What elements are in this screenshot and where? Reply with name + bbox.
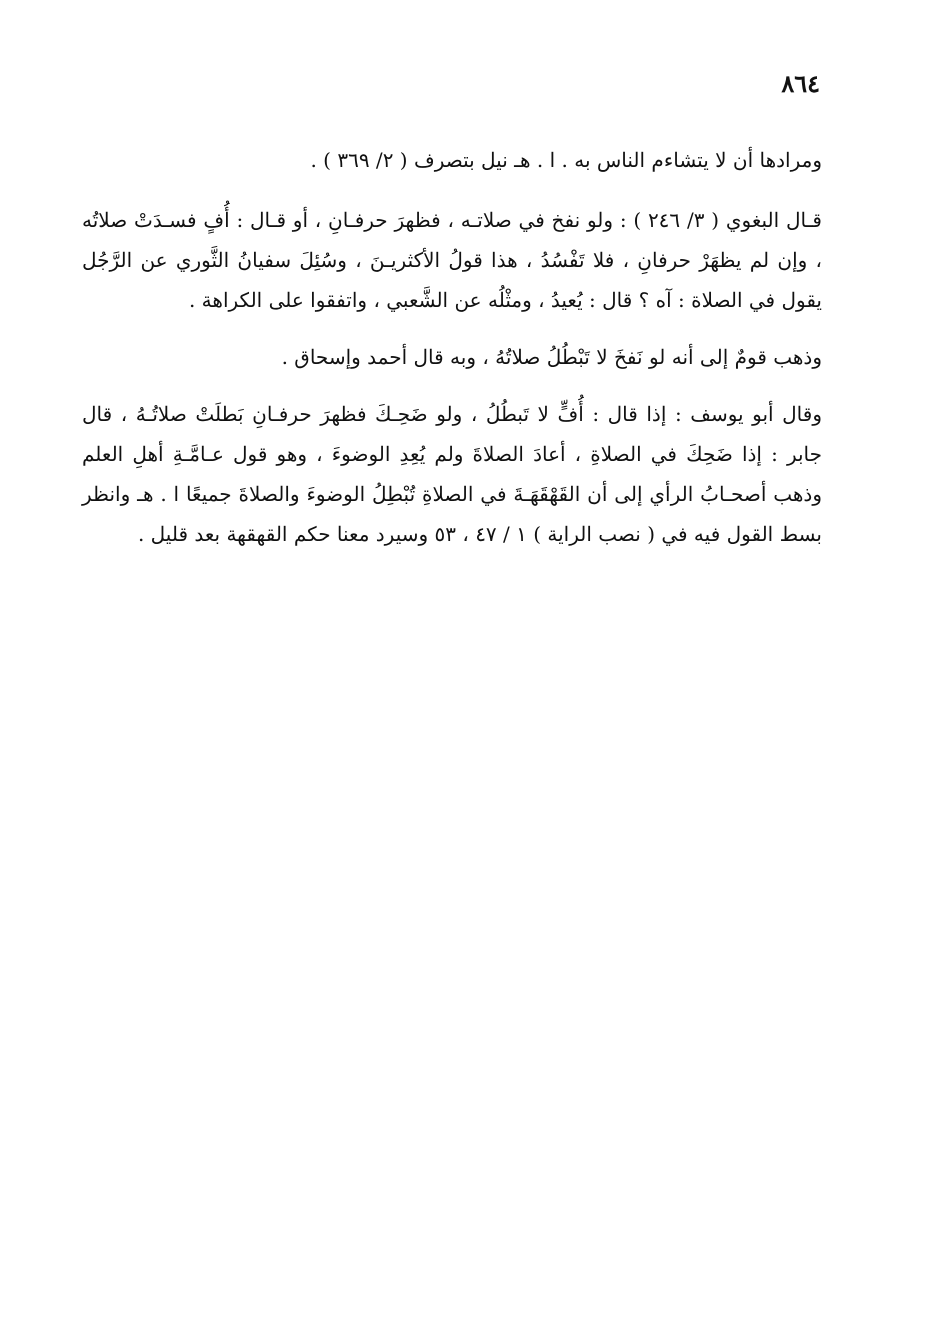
paragraph-1: ومرادها أن لا يتشاءم الناس به . ا . هـ نيل بتصرف ( ٢/ ٣٦٩ ) . (310, 148, 822, 172)
paragraph-4: وقال أبو يوسف : إذا قال : أُفٍّ لا تَبطُلُ ، ولو ضَحِـكَ فظهرَ حرفـانِ بَطلَتْ صلاتُـهُ ، قال جابر : إذا ضَحِكَ في الصلاةِ ، أعادَ الصلاةَ ولم يُعِدِ الوضوءَ ، وهو قول عـامَّـةِ أهلِ العلم وذهب أصحـابُ الرأي إلى أن القَهْقَهَـةَ في الصلاةِ تُبْطِلُ الوضوءَ والصلاةَ جميعًا ا . هـ وانظر بسط القول فيه في ( نصب الراية ) ١ / ٤٧ ، ٥٣ وسيرد معنا حكم القهقهة بعد قليل . (82, 402, 822, 546)
page-number: ٨٦٤ (781, 69, 820, 98)
body-text (82, 140, 822, 571)
paragraph-3: وذهب قومٌ إلى أنه لو نَفخَ لا تَبْطُلُ صلاتُهُ ، وبه قال أحمد وإسحاق . (281, 345, 822, 369)
paragraph-2: قـال البغوي ( ٣/ ٢٤٦ ) : ولو نفخ في صلاتـه ، فظهرَ حرفـانِ ، أو قـال : أُفٍ فسـدَتْ صلاتُه ، وإن لم يظهَرْ حرفانِ ، فلا تَفْسُدُ ، هذا قولُ الأكثريـنَ ، وسُئِلَ سفيانُ الثَّوري عن الرَّجُل يقول في الصلاة : آه ؟ قال : يُعيدُ ، ومثْلُه عن الشَّعبي ، واتفقوا على الكراهة . (82, 208, 823, 312)
